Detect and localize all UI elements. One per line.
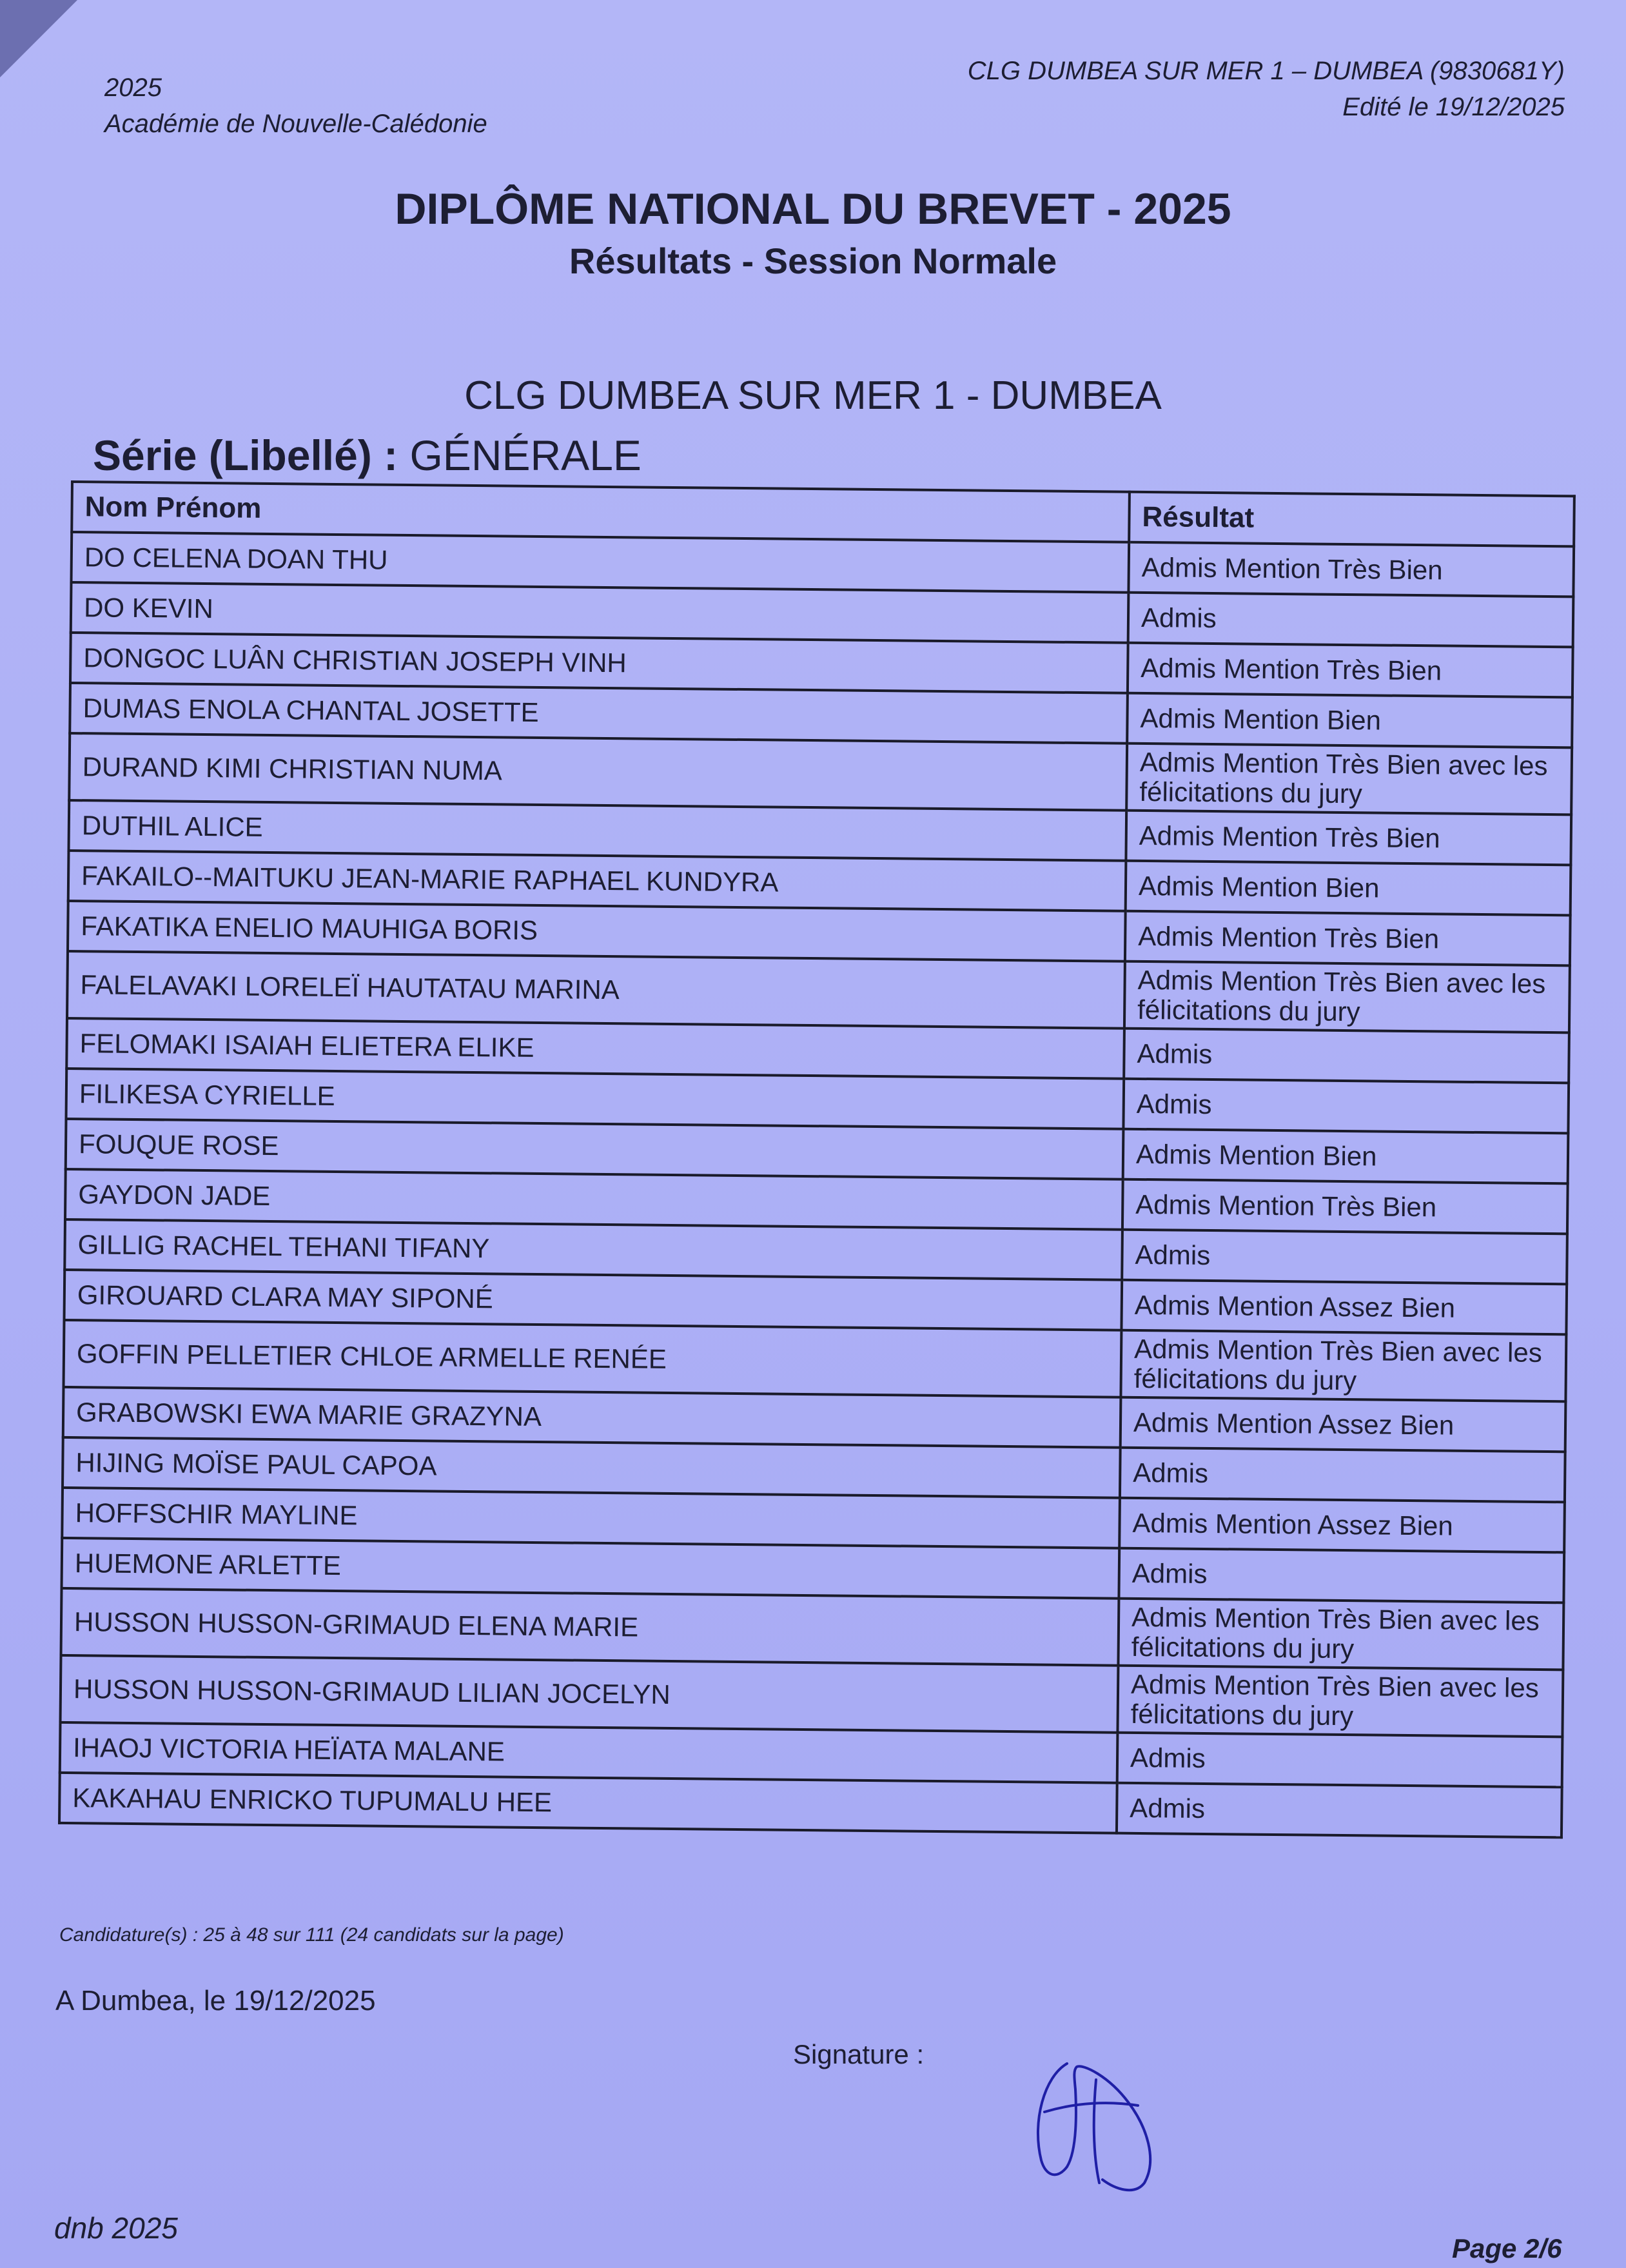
cell-name: HUSSON HUSSON-GRIMAUD ELENA MARIE	[61, 1588, 1119, 1666]
cell-result: Admis Mention Très Bien avec les félicitations du jury	[1121, 1330, 1566, 1402]
signature-mark	[1006, 2051, 1199, 2199]
header-right	[968, 53, 1565, 125]
cell-result: Admis Mention Bien	[1126, 861, 1571, 916]
cell-name: HUEMONE ARLETTE	[62, 1538, 1120, 1599]
cell-name: DUMAS ENOLA CHANTAL JOSETTE	[70, 683, 1128, 744]
cell-name: DO CELENA DOAN THU	[71, 532, 1129, 593]
cell-result: Admis Mention Très Bien	[1126, 811, 1571, 865]
cell-name: GRABOWSKI EWA MARIE GRAZYNA	[63, 1387, 1121, 1448]
footer-dnb: dnb 2025	[54, 2211, 178, 2245]
cell-result: Admis Mention Très Bien avec les félicitations du jury	[1124, 961, 1570, 1033]
results-table	[58, 480, 1576, 1839]
cell-result: Admis	[1117, 1783, 1562, 1838]
column-header-name: Nom Prénom	[72, 482, 1130, 542]
cell-result: Admis	[1122, 1230, 1567, 1285]
cell-name: FELOMAKI ISAIAH ELIETERA ELIKE	[66, 1018, 1124, 1079]
page-number: Page 2/6	[1452, 2233, 1562, 2263]
cell-result: Admis Mention Très Bien	[1125, 911, 1571, 966]
cell-result: Admis Mention Très Bien avec les félicitations du jury	[1118, 1599, 1563, 1670]
header-left	[104, 70, 487, 142]
cell-name: HIJING MOÏSE PAUL CAPOA	[63, 1437, 1121, 1498]
header-academy: Académie de Nouvelle-Calédonie	[104, 110, 487, 138]
cell-name: GAYDON JADE	[65, 1169, 1123, 1230]
cell-result: Admis	[1128, 593, 1574, 647]
cell-name: FILIKESA CYRIELLE	[66, 1069, 1124, 1129]
cell-name: GIROUARD CLARA MAY SIPONÉ	[64, 1270, 1122, 1330]
serie-line	[93, 431, 642, 480]
serie-value: GÉNÉRALE	[409, 431, 642, 479]
folded-corner	[0, 0, 77, 77]
cell-name: FAKAILO--MAITUKU JEAN-MARIE RAPHAEL KUNDYRA	[68, 851, 1126, 911]
cell-result: Admis Mention Assez Bien	[1121, 1397, 1566, 1452]
document-subtitle: Résultats - Session Normale	[569, 241, 1057, 281]
cell-result: Admis Mention Assez Bien	[1121, 1280, 1567, 1335]
cell-result: Admis Mention Très Bien	[1122, 1179, 1568, 1234]
header-year: 2025	[104, 74, 162, 102]
cell-result: Admis Mention Assez Bien	[1119, 1498, 1565, 1553]
place-date: A Dumbea, le 19/12/2025	[55, 1985, 376, 2017]
cell-result: Admis	[1123, 1079, 1569, 1134]
cell-result: Admis Mention Très Bien	[1128, 542, 1574, 597]
cell-name: KAKAHAU ENRICKO TUPUMALU HEE	[59, 1773, 1117, 1833]
cell-name: DUTHIL ALICE	[68, 800, 1126, 861]
cell-name: HUSSON HUSSON-GRIMAUD LILIAN JOCELYN	[61, 1655, 1119, 1733]
cell-result: Admis	[1124, 1029, 1569, 1083]
header-edited-date: Edité le 19/12/2025	[1342, 93, 1565, 121]
cell-name: IHAOJ VICTORIA HEÏATA MALANE	[60, 1722, 1118, 1783]
document-title: DIPLÔME NATIONAL DU BREVET - 2025	[395, 184, 1231, 233]
cell-name: GILLIG RACHEL TEHANI TIFANY	[64, 1219, 1122, 1280]
school-name: CLG DUMBEA SUR MER 1 - DUMBEA	[464, 373, 1162, 418]
cell-result: Admis Mention Bien	[1123, 1129, 1569, 1184]
cell-result: Admis Mention Très Bien	[1128, 643, 1573, 698]
cell-result: Admis	[1119, 1548, 1564, 1603]
cell-name: FOUQUE ROSE	[66, 1119, 1124, 1179]
header-school-code: CLG DUMBEA SUR MER 1 – DUMBEA (9830681Y)	[967, 57, 1565, 85]
cell-name: DURAND KIMI CHRISTIAN NUMA	[69, 733, 1127, 811]
cell-name: DO KEVIN	[71, 582, 1129, 643]
signature-label: Signature :	[793, 2039, 925, 2069]
candidatures-count: Candidature(s) : 25 à 48 sur 111 (24 candidats sur la page)	[59, 1924, 564, 1946]
cell-result: Admis Mention Bien	[1127, 693, 1572, 748]
cell-name: FAKATIKA ENELIO MAUHIGA BORIS	[68, 901, 1126, 961]
cell-name: DONGOC LUÂN CHRISTIAN JOSEPH VINH	[70, 633, 1128, 693]
cell-result: Admis	[1117, 1733, 1563, 1788]
cell-result: Admis Mention Très Bien avec les félicitations du jury	[1117, 1666, 1563, 1737]
column-header-result: Résultat	[1129, 492, 1574, 547]
cell-name: FALELAVAKI LORELEÏ HAUTATAU MARINA	[67, 951, 1125, 1029]
cell-name: HOFFSCHIR MAYLINE	[62, 1488, 1120, 1548]
cell-result: Admis Mention Très Bien avec les félicitations du jury	[1126, 744, 1572, 815]
cell-result: Admis	[1120, 1448, 1565, 1503]
cell-name: GOFFIN PELLETIER CHLOE ARMELLE RENÉE	[64, 1320, 1122, 1397]
serie-label: Série (Libellé) :	[93, 431, 398, 479]
